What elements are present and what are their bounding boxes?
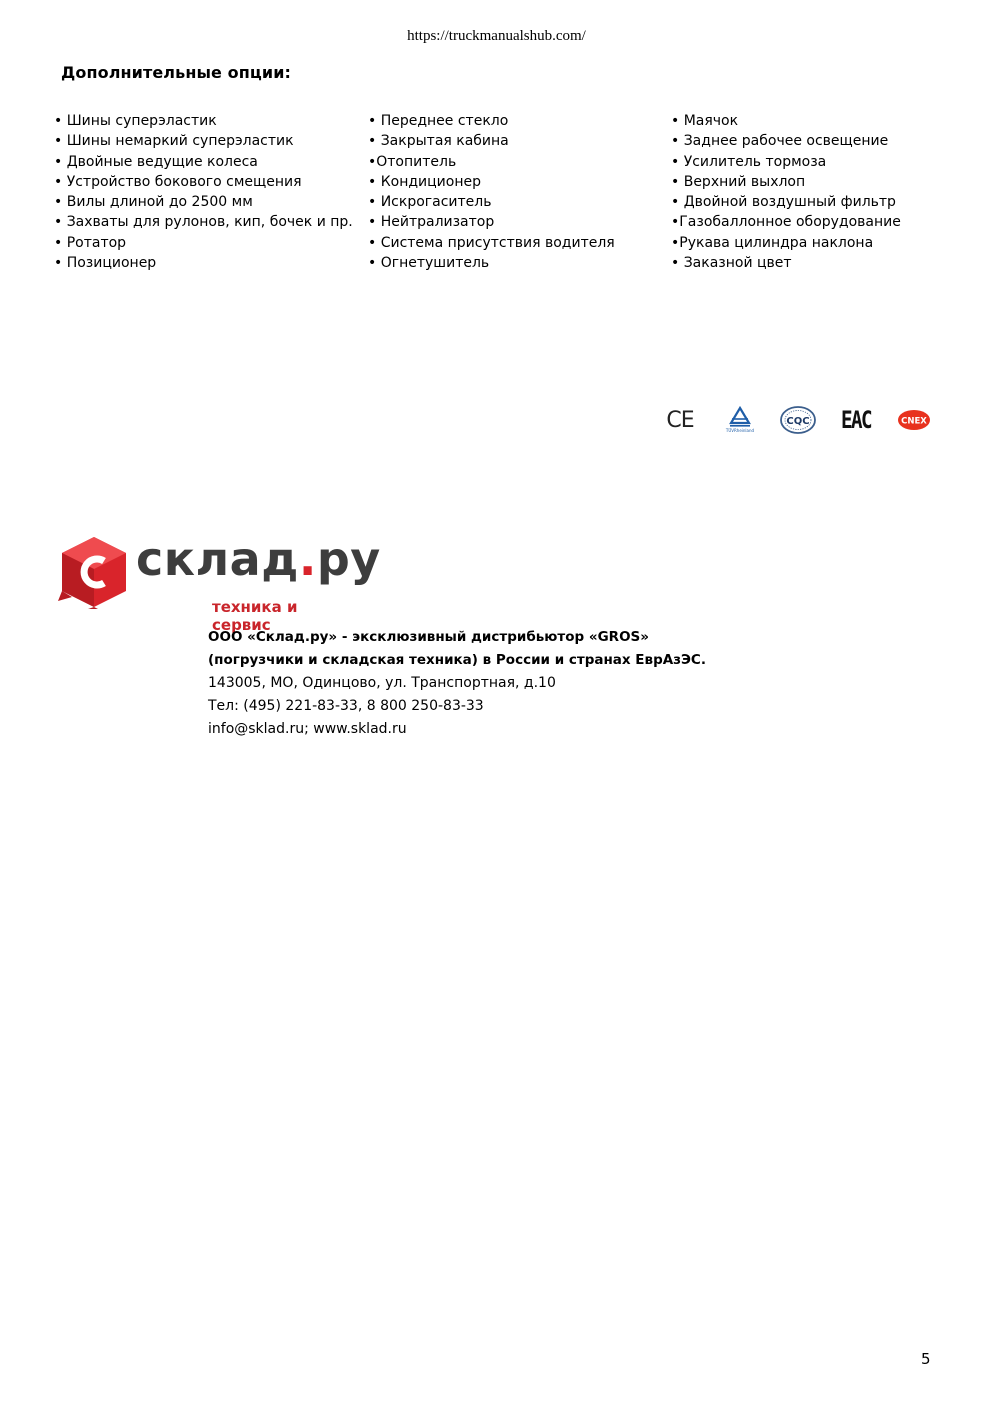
- tuv-mark-text: TÜVRheinland: [725, 428, 755, 433]
- option-item: • Позиционер: [54, 255, 157, 272]
- option-item: • Двойные ведущие колеса: [54, 153, 258, 170]
- option-item: • Верхний выхлоп: [671, 173, 806, 190]
- option-item: • Закрытая кабина: [368, 133, 509, 150]
- eac-mark-text: EAC: [841, 406, 871, 434]
- options-column-3: [671, 111, 901, 273]
- tuv-mark-icon: [722, 403, 758, 437]
- cnex-mark-icon: [896, 403, 932, 437]
- certification-marks: [662, 403, 937, 437]
- option-item: • Огнетушитель: [368, 255, 490, 272]
- option-item: •Отопитель: [368, 153, 457, 170]
- sklad-logo: [58, 530, 381, 634]
- option-item: • Система присутствия водителя: [368, 234, 615, 251]
- eac-mark-icon: [840, 403, 872, 437]
- company-phone: Тел: (495) 221-83-33, 8 800 250-83-33: [208, 698, 484, 714]
- option-item: • Заднее рабочее освещение: [671, 133, 889, 150]
- option-item: • Устройство бокового смещения: [54, 173, 302, 190]
- source-url: https://truckmanualshub.com/: [407, 28, 586, 44]
- page-number: 5: [921, 1350, 931, 1368]
- cqc-mark-icon: [778, 403, 818, 437]
- ce-mark-icon: [662, 403, 698, 437]
- sklad-logo-icon: [58, 535, 130, 609]
- option-item: • Кондиционер: [368, 173, 481, 190]
- option-item: • Заказной цвет: [671, 255, 792, 272]
- option-item: • Шины суперэластик: [54, 113, 217, 129]
- option-item: • Переднее стекло: [368, 113, 509, 129]
- company-contacts: info@sklad.ru; www.sklad.ru: [208, 721, 407, 737]
- company-line-2: (погрузчики и складская техника) в России и странах ЕврАзЭС.: [208, 652, 706, 668]
- options-title: Дополнительные опции:: [61, 63, 292, 82]
- sklad-logo-tagline: техника и сервис: [212, 598, 298, 634]
- company-info: [208, 626, 706, 741]
- option-item: •Газобаллонное оборудование: [671, 214, 901, 231]
- option-item: •Рукава цилиндра наклона: [671, 234, 874, 251]
- company-line-1: ООО «Склад.ру» - эксклюзивный дистрибьютор «GROS»: [208, 629, 649, 645]
- option-item: • Искрогаситель: [368, 194, 492, 211]
- company-address: 143005, МО, Одинцово, ул. Транспортная, д.10: [208, 675, 556, 691]
- ce-mark-text: CE: [666, 407, 694, 433]
- option-item: • Маячок: [671, 113, 739, 129]
- option-item: • Ротатор: [54, 234, 127, 251]
- option-item: • Захваты для рулонов, кип, бочек и пр.: [54, 214, 353, 231]
- options-column-2: [368, 111, 615, 273]
- option-item: • Шины немаркий суперэластик: [54, 133, 294, 150]
- cqc-mark-text: CQC: [786, 416, 810, 427]
- sklad-logo-wordmark: склад.ру: [136, 532, 381, 586]
- option-item: • Нейтрализатор: [368, 214, 495, 231]
- options-column-1: [54, 111, 353, 273]
- option-item: • Вилы длиной до 2500 мм: [54, 194, 253, 211]
- cnex-mark-text: CNEX: [901, 416, 927, 427]
- option-item: • Усилитель тормоза: [671, 153, 827, 170]
- option-item: • Двойной воздушный фильтр: [671, 194, 896, 211]
